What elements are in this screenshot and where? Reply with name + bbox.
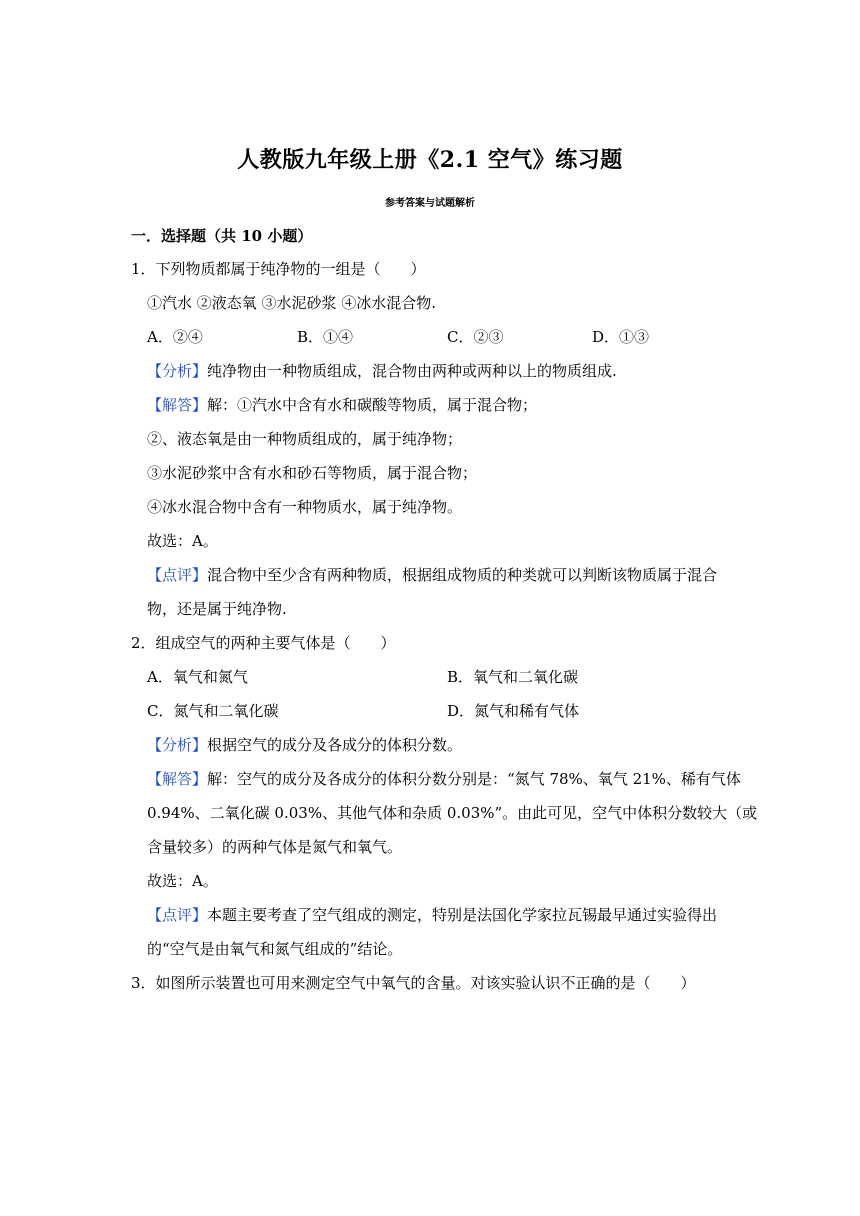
- question-3-stem: 3．如图所示装置也可用来测定空气中氧气的含量。对该实验认识不正确的是（ ）: [131, 974, 696, 992]
- document-subtitle: 参考答案与试题解析: [385, 198, 475, 209]
- question-2-option-d: D．氮气和稀有气体: [447, 702, 580, 720]
- question-2-option-c: C．氮气和二氧化碳: [147, 702, 279, 720]
- question-1-analysis: [147, 360, 617, 381]
- analysis-tag: 【分析】: [147, 736, 208, 754]
- question-2-answer-choice: 故选：A。: [147, 872, 218, 890]
- question-2-comment-line-2: 的“空气是由氧气和氮气组成的”结论。: [147, 940, 403, 958]
- question-1-stem: 1．下列物质都属于纯净物的一组是（ ）: [131, 260, 426, 278]
- comment-tag: 【点评】: [147, 906, 208, 924]
- comment-text: 本题主要考查了空气组成的测定，特别是法国化学家拉瓦锡最早通过实验得出: [207, 906, 718, 924]
- comment-tag: 【点评】: [147, 566, 208, 584]
- question-2-answer-line-2: 0.94%、二氧化碳 0.03%、其他气体和杂质 0.03%”。由此可见，空气中体积分数较大（或: [147, 804, 758, 822]
- question-1-comment-line-1: [147, 564, 717, 585]
- question-1-option-c: C．②③: [447, 328, 504, 346]
- question-2-answer-line-3: 含量较多）的两种气体是氮气和氧气。: [147, 838, 403, 856]
- question-2-comment-line-1: [147, 904, 717, 925]
- analysis-text: 根据空气的成分及各成分的体积分数。: [207, 736, 463, 754]
- answer-tag: 【解答】: [147, 396, 208, 414]
- question-2-answer-line-1: [147, 768, 741, 789]
- section-heading: 一．选择题（共 10 小题）: [131, 227, 313, 245]
- question-2-stem: 2．组成空气的两种主要气体是（ ）: [131, 634, 396, 652]
- question-1-items: ①汽水 ②液态氧 ③水泥砂浆 ④冰水混合物.: [147, 294, 437, 312]
- document-title: 人教版九年级上册《2.1 空气》练习题: [237, 147, 623, 173]
- question-2-analysis: [147, 734, 462, 755]
- question-1-answer-choice: 故选：A。: [147, 532, 218, 550]
- question-1-answer-line-3: ③水泥砂浆中含有水和砂石等物质，属于混合物；: [147, 464, 478, 482]
- question-1-option-a: A．②④: [147, 328, 203, 346]
- question-1-answer-line-4: ④冰水混合物中含有一种物质水，属于纯净物。: [147, 498, 463, 516]
- answer-tag: 【解答】: [147, 770, 208, 788]
- question-1-option-d: D．①③: [592, 328, 650, 346]
- question-1-answer-line-2: ②、液态氧是由一种物质组成的，属于纯净物；: [147, 430, 463, 448]
- analysis-tag: 【分析】: [147, 362, 208, 380]
- answer-text: 解：空气的成分及各成分的体积分数分别是：“氮气 78%、氧气 21%、稀有气体: [207, 770, 741, 788]
- analysis-text: 纯净物由一种物质组成，混合物由两种或两种以上的物质组成.: [207, 362, 617, 380]
- question-2-option-b: B．氧气和二氧化碳: [447, 668, 579, 686]
- comment-text: 混合物中至少含有两种物质，根据组成物质的种类就可以判断该物质属于混合: [207, 566, 718, 584]
- answer-text: 解：①汽水中含有水和碳酸等物质，属于混合物；: [207, 396, 538, 414]
- question-1-option-b: B．①④: [297, 328, 354, 346]
- question-1-comment-line-2: 物，还是属于纯净物.: [147, 600, 287, 618]
- question-2-option-a: A．氧气和氮气: [147, 668, 248, 686]
- question-1-answer-line-1: [147, 394, 537, 415]
